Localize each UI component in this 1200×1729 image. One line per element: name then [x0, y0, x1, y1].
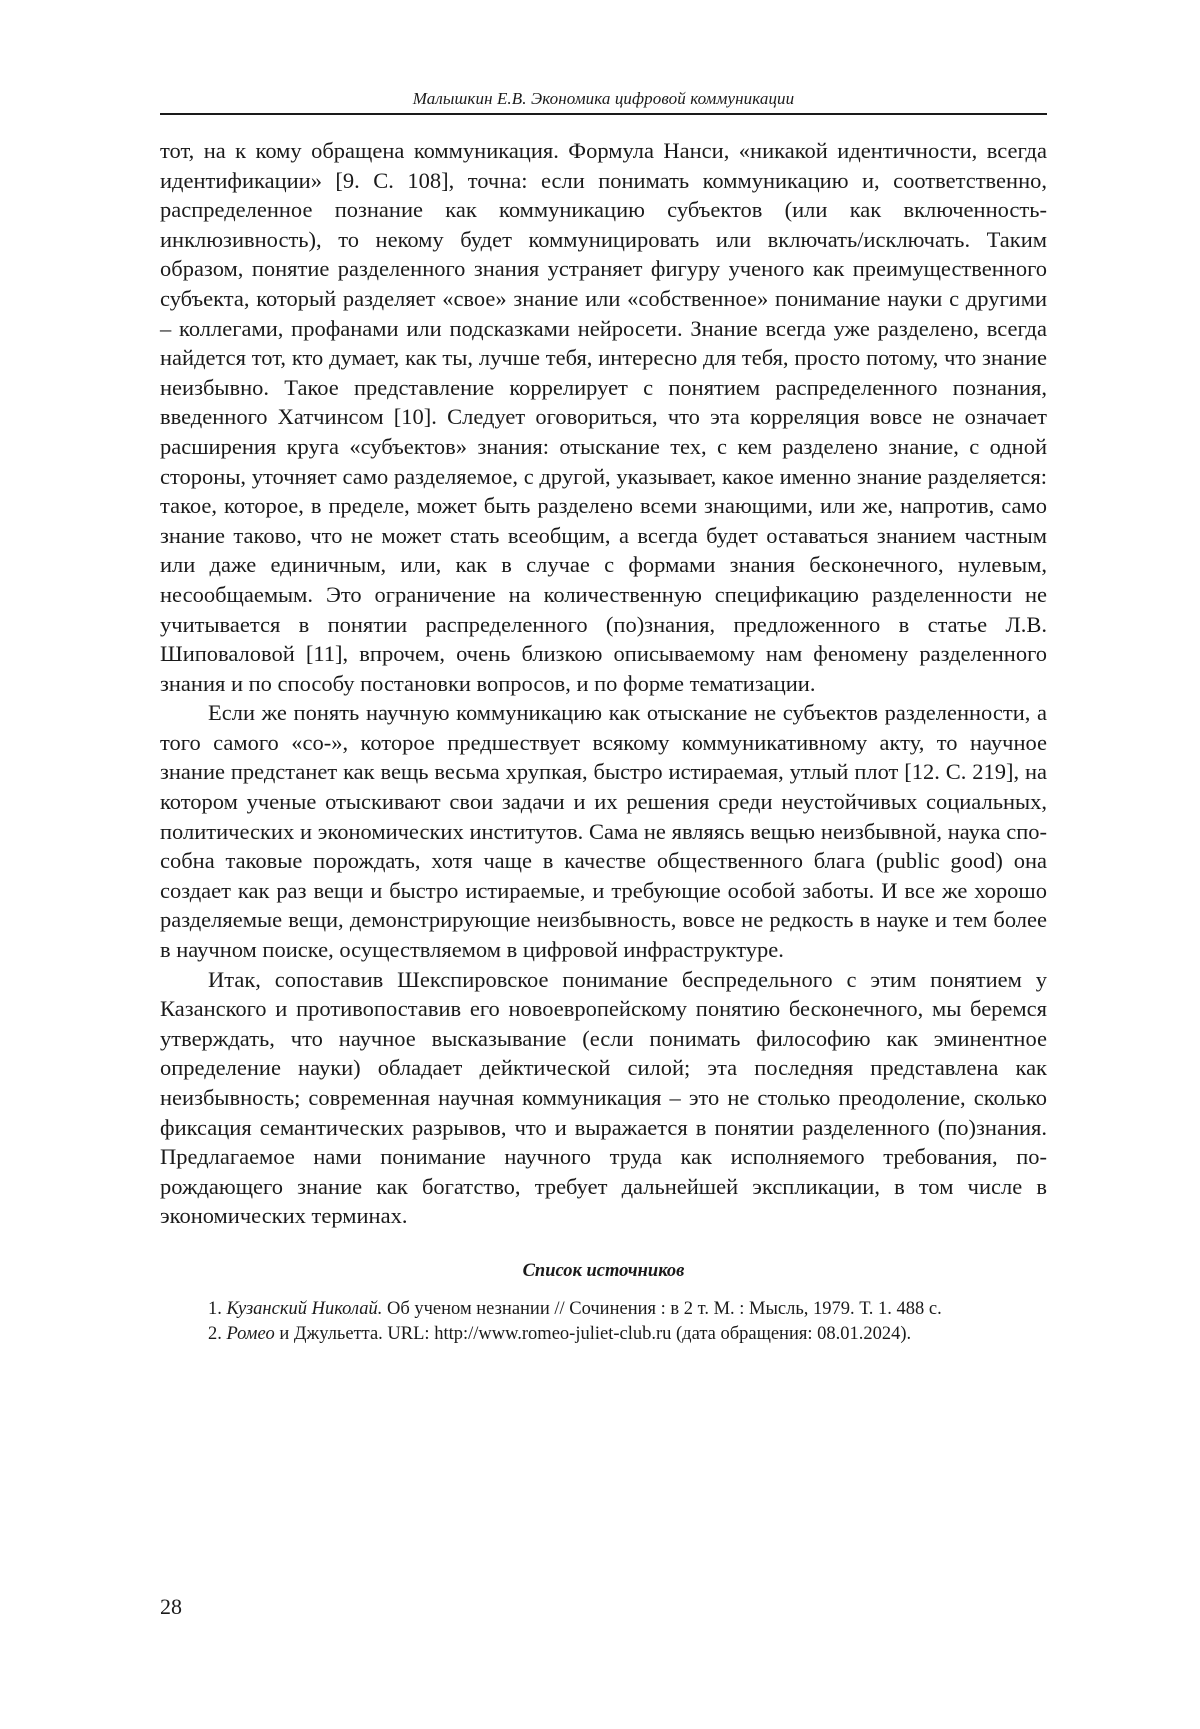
page-number: 28	[160, 1594, 182, 1619]
reference-text: Об ученом незнании // Сочинения : в 2 т. М. : Мысль, 1979. Т. 1. 488 с.	[382, 1298, 942, 1319]
article-body	[160, 136, 1047, 1347]
reference-number: 1.	[208, 1298, 227, 1319]
reference-author: Кузанский Николай.	[226, 1298, 383, 1319]
paragraph-3: Итак, сопоставив Шекспировское понимание беспредельного с этим понятием у Казанского и противопоставив его новоевропейскому понятию бесконечного, мы беремся утверждать, что научное высказывание (если понимать философию как эминентное определение науки) обладает дейктической силой; эта последняя представлена как неизбывность; современная научная коммуникация – это не столько преодоление, сколько фиксация семантических разрывов, что и выражается в понятии разделенного (по)знания. Предлагаемое нами понимание научного труда как исполняемого требования, порождающего знание как богатство, требует дальнейшей экспликации, в том числе в экономических терминах.	[160, 966, 1047, 1229]
paragraph-1: тот, на к кому обращена коммуникация. Формула Нанси, «никакой идентичности, всегда идентификации» [9. С. 108], точна: если понимать коммуникацию и, соответственно, распределенное познание как коммуникацию субъектов (или как включенность-инклюзивность), то некому будет коммуницировать или включать/исключать. Таким образом, понятие разделенного знания устраняет фигуру ученого как преимущественного субъекта, который разделяет «свое» знание или «собственное» понимание науки с другими – коллегами, профанами или подсказками нейросети. Знание всегда уже разделено, всегда найдется тот, кто думает, как ты, лучше тебя, интересно для тебя, просто потому, что знание неизбывно. Такое представление коррелирует с понятием распределенного познания, введенного Хатчинсом [10]. Следует оговориться, что эта корреляция вовсе не означает расширения круга «субъектов» знания: отыскание тех, с кем разделено знание, с одной стороны, уточняет само разделяемое, с другой, указывает, какое именно знание разделяется: такое, которое, в пределе, может быть разделено всеми знающими, или же, напротив, само знание таково, что не может стать всеобщим, а всегда будет оставаться знанием частным или даже единичным, или, как в случае с формами знания бесконечного, нулевым, несообщаемым. Это ограничение на количественную спецификацию разделенности не учитывается в понятии распределенного (по)знания, предложенного в статье Л.В. Шиповаловой [11], впрочем, очень близкою описываемому нам феномену разделенного знания и по способу постановки вопросов, и по форме тематизации.	[160, 138, 1047, 696]
reference-text: и Джульетта. URL: http://www.romeo-juliet-club.ru (дата обращения: 08.01.2024).	[274, 1323, 912, 1344]
reference-author: Ромео	[226, 1323, 275, 1344]
reference-number: 2.	[208, 1323, 227, 1344]
running-header: Малышкин Е.В. Экономика цифровой коммуникации	[412, 89, 795, 108]
header-rule	[160, 113, 1047, 115]
reference-item	[160, 1297, 1047, 1322]
paragraph-2: Если же понять научную коммуникацию как отыскание не субъектов разделенности, а того самого «со-», которое предшествует всякому коммуникативному акту, то научное знание предстанет как вещь весьма хрупкая, быстро истираемая, утлый плот [12. С. 219], на котором ученые отыскивают свои задачи и их решения среди неустойчивых социальных, политических и экономических институтов. Сама не являясь вещью неизбывной, наука способна таковые порождать, хотя чаще в качестве общественного блага (public good) она создает как раз вещи и быстро истираемые, и требующие особой заботы. И все же хорошо разделяемые вещи, демонстрирующие неизбывность, вовсе не редкость в науке и тем более в научном поиске, осуществляемом в цифровой инфраструктуре.	[160, 700, 1047, 963]
references-title: Список источников	[522, 1260, 685, 1281]
reference-item	[160, 1322, 1047, 1347]
